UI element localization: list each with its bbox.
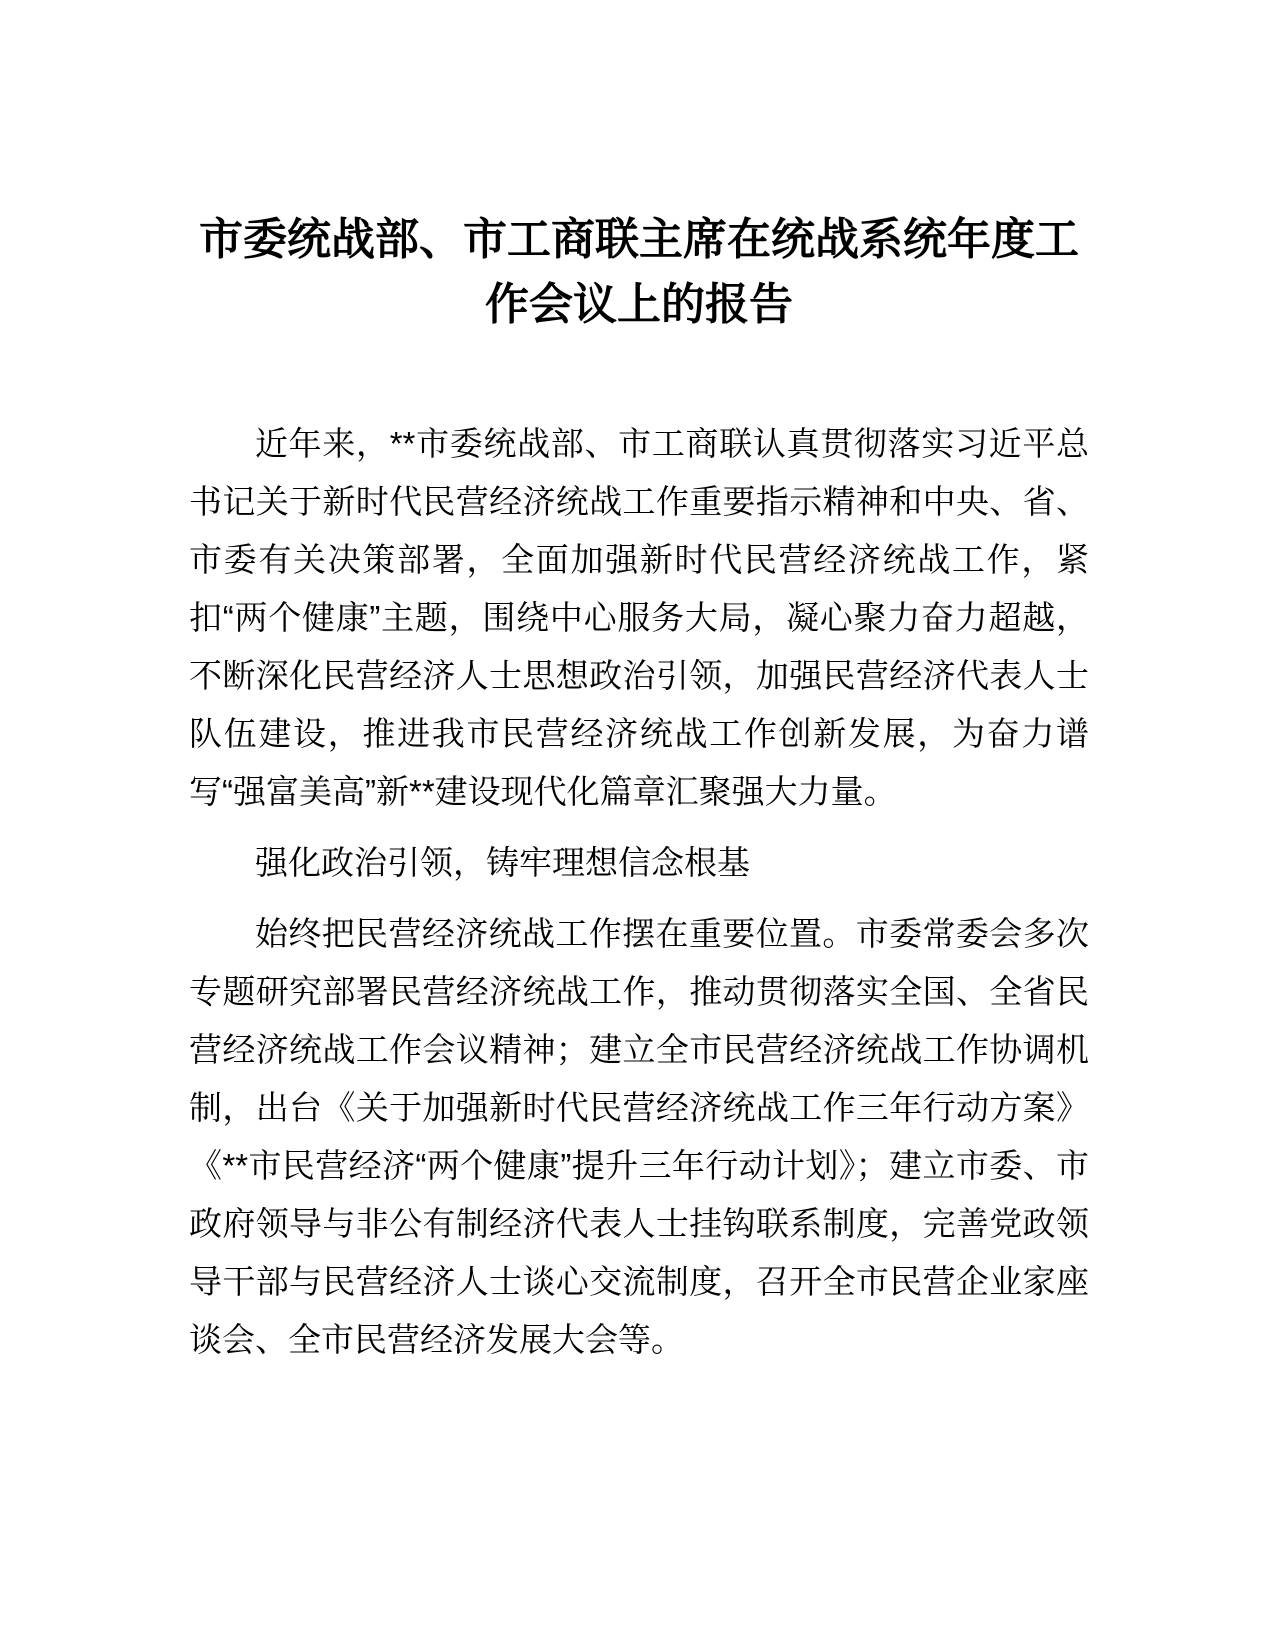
paragraph-body: 始终把民营经济统战工作摆在重要位置。市委常委会多次专题研究部署民营经济统战工作，推动贯彻落实全国、全省民营经济统战工作会议精神；建立全市民营经济统战工作协调机制，出台《关于加强新时代民营经济统战工作三年行动方案》《**市民营经济“两个健康”提升三年行动计划》；建立市委、市政府领导与非公有制经济代表人士挂钩联系制度，完善党政领导干部与民营经济人士谈心交流制度，召开全市民营企业家座谈会、全市民营经济发展大会等。 — [189, 915, 1089, 1358]
section-heading: 强化政治引领，铸牢理想信念根基 — [255, 844, 750, 881]
paragraph-intro: 近年来，**市委统战部、市工商联认真贯彻落实习近平总书记关于新时代民营经济统战工作重要指示精神和中央、省、市委有关决策部署，全面加强新时代民营经济统战工作，紧扣“两个健康”主题，围绕中心服务大局，凝心聚力奋力超越，不断深化民营经济人士思想政治引领，加强民营经济代表人士队伍建设，推进我市民营经济统战工作创新发展，为奋力谱写“强富美高”新**建设现代化篇章汇聚强大力量。 — [189, 425, 1089, 810]
document-title: 市委统战部、市工商联主席在统战系统年度工作会议上的报告 — [199, 215, 1079, 329]
